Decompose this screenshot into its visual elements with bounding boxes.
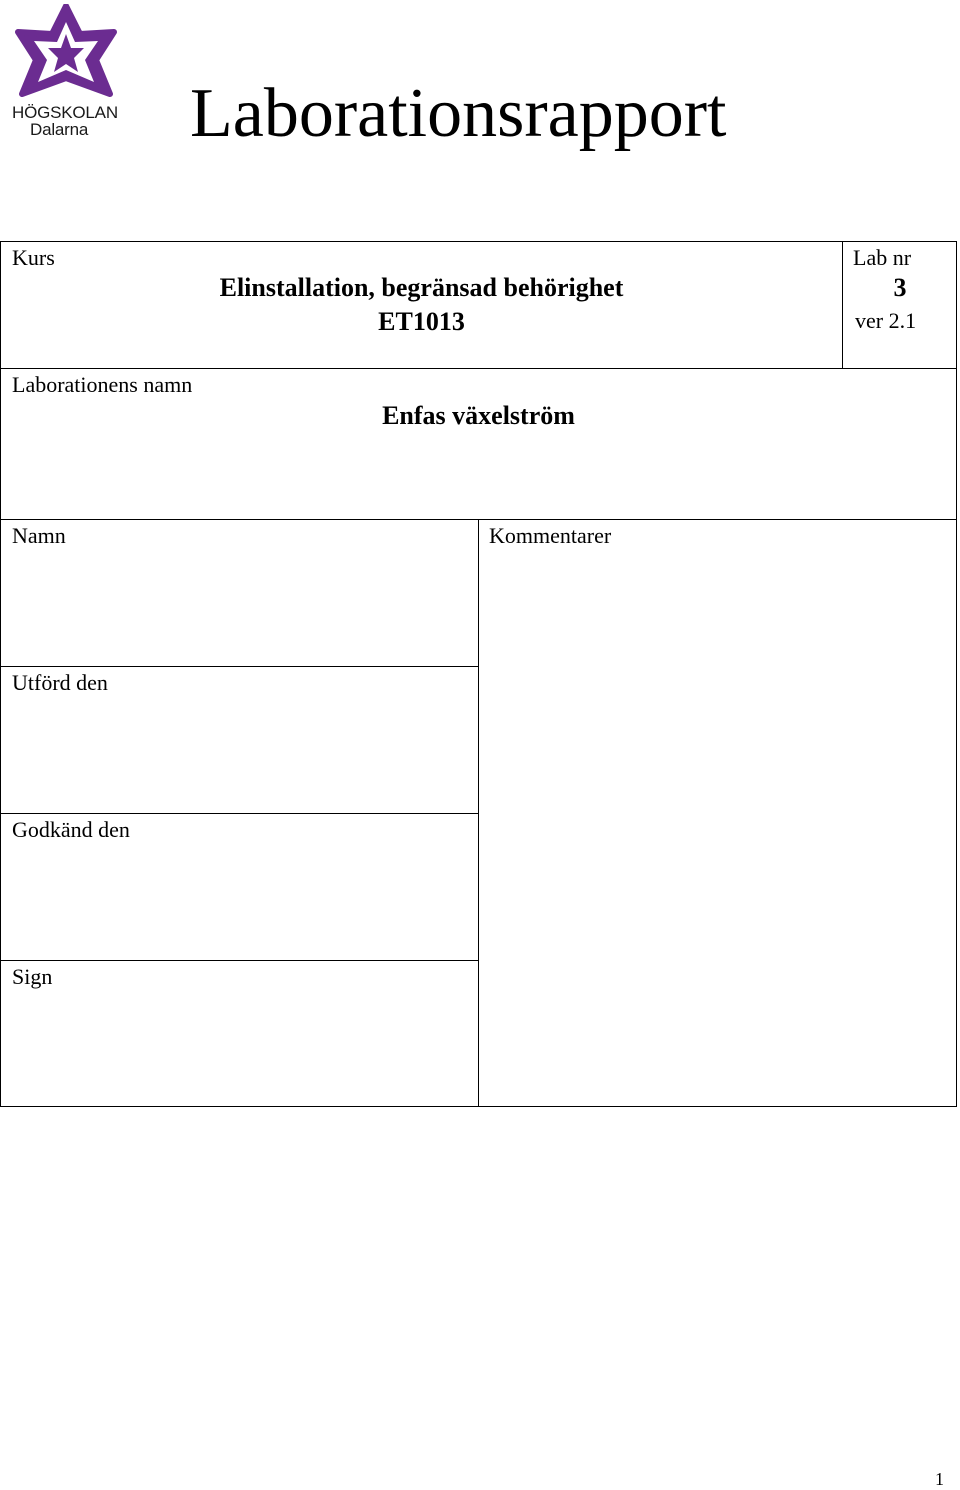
approved-date-field[interactable] [0,814,479,960]
sign-label: Sign [12,964,53,989]
logo-text-line2: Dalarna [30,120,89,139]
lab-name-value: Enfas växelström [382,401,575,430]
comments-field[interactable] [479,520,957,1106]
course-name: Elinstallation, begränsad behörighet [219,273,624,302]
hogskolan-dalarna-logo [10,4,122,140]
approved-date-label: Godkänd den [12,817,130,842]
flower-logo-icon [10,4,122,104]
name-field[interactable] [0,520,479,666]
lab-version: ver 2.1 [855,308,917,333]
lab-number-label: Lab nr [853,245,912,270]
logo-text-line1: HÖGSKOLAN [12,103,118,122]
course-label: Kurs [12,245,55,270]
lab-name-cell [0,369,957,519]
performed-date-field[interactable] [0,667,479,813]
page-number: 1 [935,1469,944,1489]
document-title: Laborationsrapport [190,75,727,152]
lab-number-value: 3 [893,273,907,302]
sign-field[interactable] [0,961,479,1106]
course-cell [0,241,843,369]
comments-label: Kommentarer [489,523,612,548]
lab-number-cell [843,241,957,369]
lab-name-label: Laborationens namn [12,372,193,397]
name-label: Namn [12,523,66,548]
performed-date-label: Utförd den [12,670,108,695]
course-code: ET1013 [378,307,465,336]
